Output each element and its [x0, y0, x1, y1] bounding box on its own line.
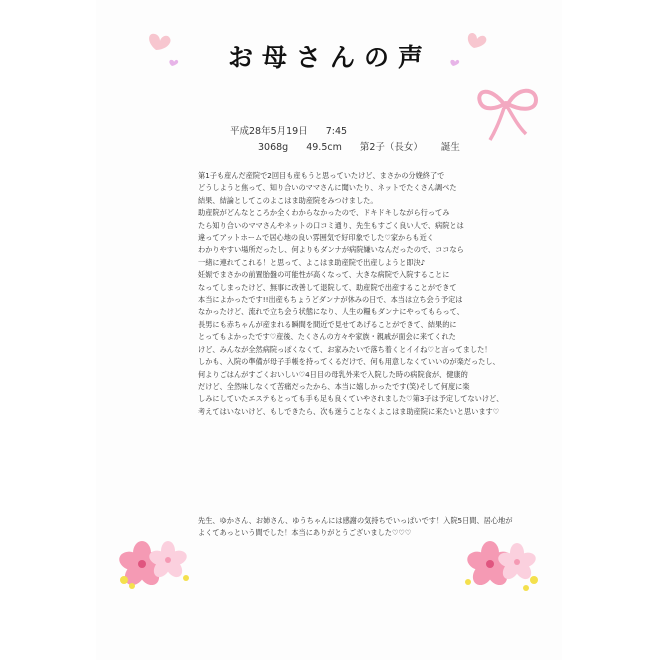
body-line: しみにしていたエステもとっても手も足も良くていやされました♡第3子は予定してないけど、	[198, 394, 504, 404]
birth-date: 平成28年5月19日	[230, 126, 308, 137]
birth-date-line	[230, 124, 460, 140]
body-line: なってしまったけど、無事に改善して退院して、助産院で出産することができて	[198, 282, 457, 292]
closing-line: 先生、ゆかさん、お姉さん、ゆうちゃんには感謝の気持ちでいっぱいです！入院5日間、居心地が	[198, 516, 513, 525]
body-line: 第1子も産んだ産院で2回目も産もうと思っていたけど、まさかの分娩終了で	[198, 171, 445, 180]
ribbon-bow-icon	[470, 76, 544, 146]
page-title: お母さんの声	[227, 43, 432, 72]
body-line: 違ってアットホームで居心地の良い雰囲気で好印象でした♡家からも近く	[198, 233, 434, 243]
birth-label: 誕生	[440, 142, 460, 153]
body-line: たら知り合いのママさんやネットの口コミ通り、先生もすごく良い人で、病院とは	[198, 220, 464, 230]
hibiscus-flower-icon	[116, 536, 194, 592]
body-line: けど、みんなが全然病院っぽくなくて、お家みたいで落ち着くとイイね♡と言ってました！	[198, 344, 492, 354]
body-line: 考えてはいないけど、もしできたら、次も迷うことなくよこはま助産院に来たいと思います♡	[198, 406, 500, 416]
body-line: 妊娠でまさかの前置胎盤の可能性が高くなって、大きな病院で入院することに	[198, 270, 450, 280]
body-line: 長男にも赤ちゃんが産まれる瞬間を間近で見せてあげることができて、結果的に	[198, 319, 457, 329]
closing-line: よくてあっという間でした！本当にありがとうございました♡♡♡	[198, 528, 412, 538]
letter-body	[198, 170, 550, 418]
body-line: なかったけど、流れで立ち会う状態になり、人生の糧もダンナにやってもらって、	[198, 307, 464, 317]
body-line: 結果、結論としてこのよこはま助産院をみつけました。	[198, 195, 378, 205]
body-line: 一緒に連れてこれる！と思って、よこはま助産院で出産しようと即決♪	[198, 257, 426, 267]
birth-length: 49.5cm	[306, 142, 342, 153]
hibiscus-flower-icon	[462, 536, 542, 592]
body-line: わかりやすい場所だったし、何よりもダンナが病院嫌いなんだったので、ココなら	[198, 245, 464, 255]
birth-info	[230, 124, 460, 156]
birth-stats-line	[258, 140, 460, 156]
body-line: 本当によかったです!!出産もちょうどダンナが休みの日で、本当は立ち会う予定は	[198, 295, 463, 305]
birth-time: 7:45	[325, 126, 348, 137]
body-line: とってもよかったです♡産後、たくさんの方々や家族・親戚が面会に来てくれた	[198, 332, 456, 342]
body-line: しかも、入院の準備が母子手帳を持ってくるだけで、何も用意しなくていいのが楽だったし、	[198, 357, 500, 367]
body-line: どうしようと焦って、知り合いのママさんに聞いたり、ネットでたくさん調べた	[198, 183, 457, 193]
body-line: 助産院がどんなところか全くわからなかったので、ドキドキしながら行ってみ	[198, 208, 450, 218]
body-line: 何よりごはんがすごくおいしい♡4日目の母乳外来で入院した時の病院食が、健康的	[198, 369, 468, 379]
body-line: だけど、全然味しなくて苦痛だったから、本当に嬉しかったです(笑)そして何度に楽	[198, 381, 470, 391]
child-order: 第2子（長女）	[359, 142, 423, 153]
birth-weight: 3068g	[258, 142, 289, 153]
